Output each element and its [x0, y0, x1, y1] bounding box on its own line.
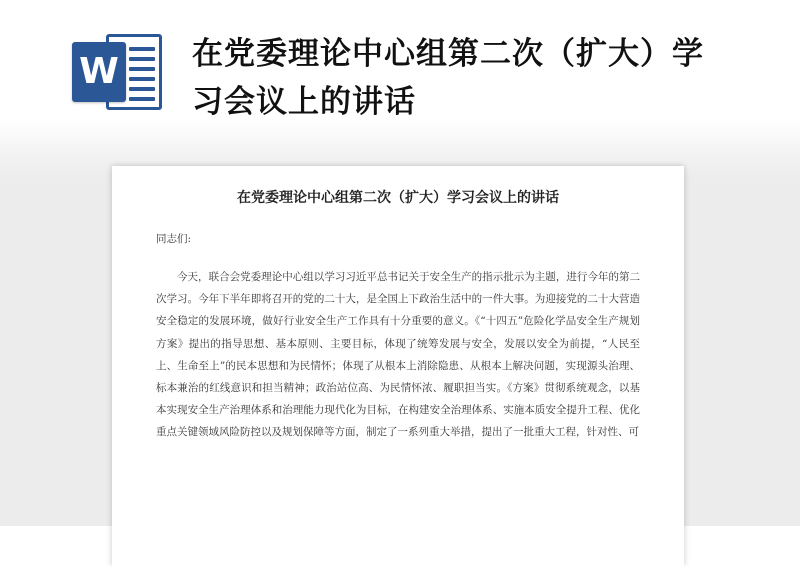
- text-line-icon: [129, 97, 155, 101]
- text-line-icon: [129, 87, 155, 91]
- word-letter: W: [79, 51, 119, 92]
- document-page: [112, 166, 684, 566]
- document-title: 在党委理论中心组第二次（扩大）学习会议上的讲话: [237, 190, 559, 206]
- text-line-icon: [129, 67, 155, 71]
- page-title: 在党委理论中心组第二次（扩大）学习会议上的讲话: [192, 36, 704, 120]
- word-badge: [72, 42, 126, 102]
- text-line-icon: [129, 57, 155, 61]
- body-paragraph: 今天，联合会党委理论中心组以学习习近平总书记关于安全生产的指示批示为主题，进行今年的第二次学习。今年下半年即将召开的党的二十大，是全国上下政治生活中的一件大事。为迎接党的二十大营造安全稳定的发展环境，做好行业安全生产工作具有十分重要的意义。《“十四五”危险化学品安全生产规划方案》提出的指导思想、基本原则、主要目标，体现了统筹发展与安全，发展以安全为前提，“人民至上、生命至上”的民本思想和为民情怀；体现了从根本上消除隐患、从根本上解决问题，实现源头治理、标本兼治的红线意识和担当精神；政治站位高、为民情怀浓、履职担当实。《方案》贯彻系统观念，以基本实现安全生产治理体系和治理能力现代化为目标，在构建安全治理体系、实施本质安全提升工程、优化重点关键领域风险防控以及规划保障等方面，制定了一系列重大举措，提出了一批重大工程，针对性、可: [156, 271, 640, 439]
- word-icon: [72, 28, 168, 116]
- text-line-icon: [129, 77, 155, 81]
- text-line-icon: [129, 47, 155, 51]
- salutation: 同志们:: [156, 233, 192, 245]
